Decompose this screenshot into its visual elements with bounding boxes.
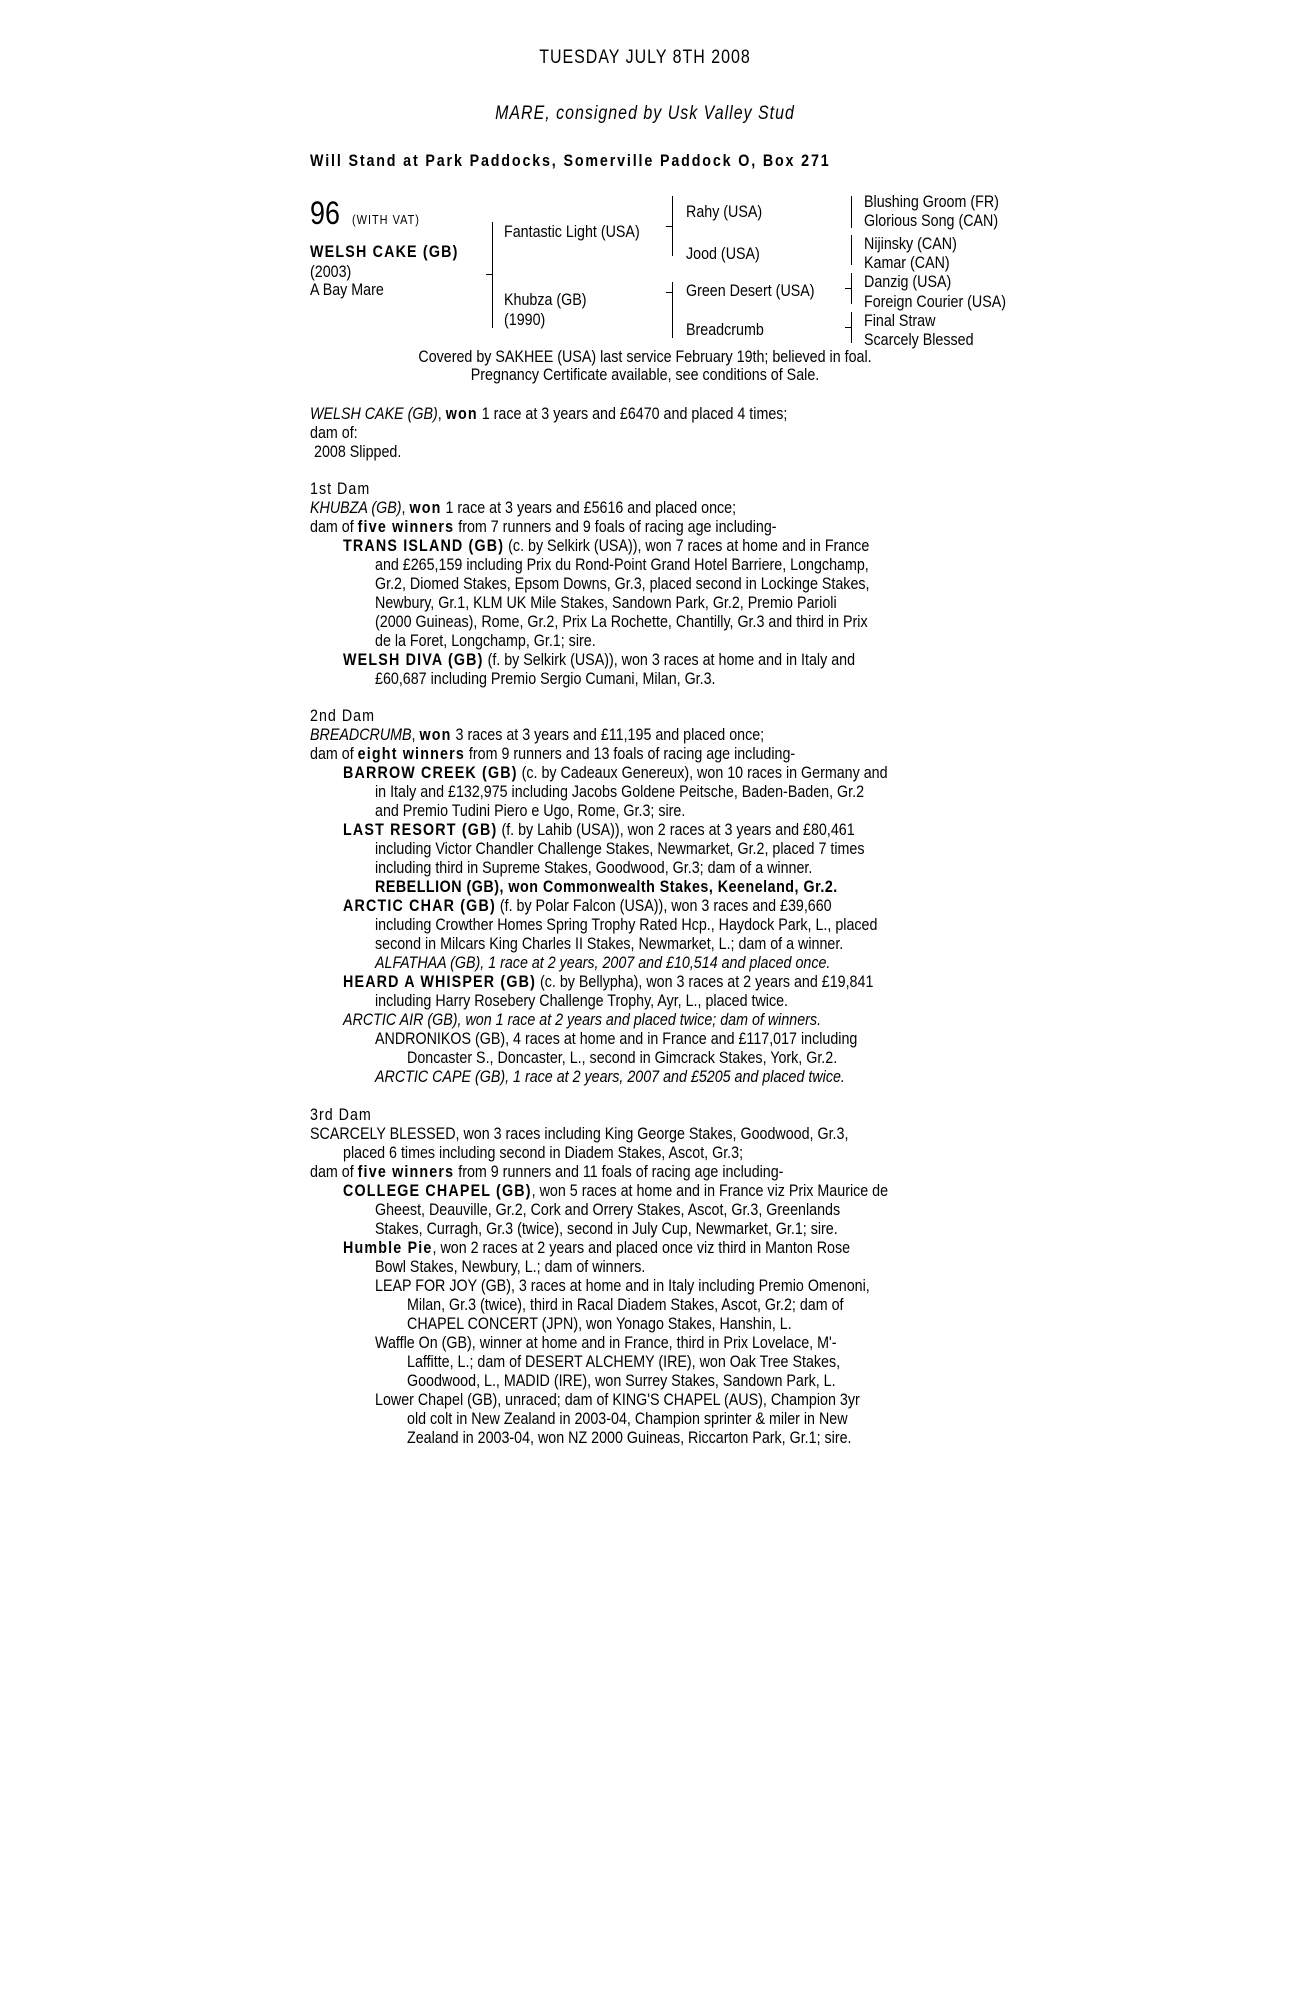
arctic-cape-line: ARCTIC CAPE (GB), 1 race at 2 years, 2007 and £5205 and placed twice. <box>375 1067 845 1086</box>
second-dam-dam-of: dam of eight winners from 9 runners and 13 foals of racing age including- <box>310 744 796 763</box>
pedigree-dam: Khubza (GB) <box>504 290 587 309</box>
pedigree-brace-sd <box>851 235 852 265</box>
pedigree-brace-main-tick <box>486 274 492 275</box>
pedigree-brace-sire-tick <box>666 226 672 227</box>
horse-year: (2003) <box>310 262 352 281</box>
pedigree-ddd: Scarcely Blessed <box>864 330 974 349</box>
waffle-on-line-1: Waffle On (GB), winner at home and in France, third in Prix Lovelace, M'- <box>375 1333 837 1352</box>
college-chapel-line-2: Gheest, Deauville, Gr.2, Cork and Orrery Stakes, Ascot, Gr.3, Greenlands <box>375 1200 841 1219</box>
third-dam-line-1: SCARCELY BLESSED, won 3 races including King George Stakes, Goodwood, Gr.3, <box>310 1124 849 1143</box>
welsh-diva-line-1: WELSH DIVA (GB) (f. by Selkirk (USA)), won 3 races at home and in Italy and <box>343 650 856 669</box>
humble-pie-line-2: Bowl Stakes, Newbury, L.; dam of winners. <box>375 1257 646 1276</box>
first-dam-line: KHUBZA (GB), won 1 race at 3 years and £5616 and placed once; <box>310 498 737 517</box>
last-resort-line-2: including Victor Chandler Challenge Stakes, Newmarket, Gr.2, placed 7 times <box>375 839 865 858</box>
barrow-creek-line-1: BARROW CREEK (GB) (c. by Cadeaux Genereux), won 10 races in Germany and <box>343 763 888 782</box>
waffle-on-line-2: Laffitte, L.; dam of DESERT ALCHEMY (IRE), won Oak Tree Stakes, <box>407 1352 841 1371</box>
covered-line: Covered by SAKHEE (USA) last service February 19th; believed in foal. <box>418 347 872 366</box>
pedigree-sds: Nijinsky (CAN) <box>864 234 957 253</box>
pedigree-dam-year: (1990) <box>504 310 546 329</box>
trans-island-line-3: Gr.2, Diomed Stakes, Epsom Downs, Gr.3, placed second in Lockinge Stakes, <box>375 574 870 593</box>
first-dam-heading: 1st Dam <box>310 479 371 498</box>
pedigree-brace-dam-tick <box>666 292 672 293</box>
pedigree-sss: Blushing Groom (FR) <box>864 192 999 211</box>
arctic-air-line: ARCTIC AIR (GB), won 1 race at 2 years and placed twice; dam of winners. <box>343 1010 822 1029</box>
third-dam-dam-of: dam of five winners from 9 runners and 11 foals of racing age including- <box>310 1162 784 1181</box>
leap-for-joy-line-1: LEAP FOR JOY (GB), 3 races at home and in Italy including Premio Omenoni, <box>375 1276 870 1295</box>
last-resort-line-3: including third in Supreme Stakes, Goodwood, Gr.3; dam of a winner. <box>375 858 813 877</box>
first-dam-dam-of: dam of five winners from 7 runners and 9 foals of racing age including- <box>310 517 777 536</box>
pedigree-sire-sire: Rahy (USA) <box>686 202 763 221</box>
pedigree-brace-main <box>492 222 493 328</box>
leap-for-joy-line-3: CHAPEL CONCERT (JPN), won Yonago Stakes, Hanshin, L. <box>407 1314 792 1333</box>
pregnancy-line: Pregnancy Certificate available, see conditions of Sale. <box>470 365 820 384</box>
vat-label: (WITH VAT) <box>352 212 420 227</box>
location-line: Will Stand at Park Paddocks, Somerville Paddock O, Box 271 <box>310 151 831 170</box>
barrow-creek-line-2: in Italy and £132,975 including Jacobs Goldene Peitsche, Baden-Baden, Gr.2 <box>375 782 865 801</box>
third-dam-line-2: placed 6 times including second in Diadem Stakes, Ascot, Gr.3; <box>343 1143 744 1162</box>
pedigree-dam-dam: Breadcrumb <box>686 320 764 339</box>
pedigree-sdd: Kamar (CAN) <box>864 253 950 272</box>
trans-island-line-5: (2000 Guineas), Rome, Gr.2, Prix La Rochette, Chantilly, Gr.3 and third in Prix <box>375 612 868 631</box>
arctic-char-line-3: second in Milcars King Charles II Stakes, Newmarket, L.; dam of a winner. <box>375 934 844 953</box>
pedigree-brace-ss <box>851 196 852 228</box>
pedigree-dds: Final Straw <box>864 311 936 330</box>
trans-island-line-2: and £265,159 including Prix du Rond-Point Grand Hotel Barriere, Longchamp, <box>375 555 869 574</box>
heard-a-whisper-line-2: including Harry Rosebery Challenge Trophy, Ayr, L., placed twice. <box>375 991 789 1010</box>
produce-slipped: 2008 Slipped. <box>314 442 402 461</box>
pedigree-dsd: Foreign Courier (USA) <box>864 292 1007 311</box>
pedigree-brace-sire <box>672 196 673 256</box>
andronikos-line-2: Doncaster S., Doncaster, L., second in Gimcrack Stakes, York, Gr.2. <box>407 1048 838 1067</box>
horse-name: WELSH CAKE (GB) <box>310 242 459 261</box>
pedigree-brace-ds-tick <box>845 288 851 289</box>
pedigree-sire: Fantastic Light (USA) <box>504 222 640 241</box>
pedigree-brace-dd <box>851 312 852 343</box>
pedigree-dam-sire: Green Desert (USA) <box>686 281 815 300</box>
lower-chapel-line-3: Zealand in 2003-04, won NZ 2000 Guineas, Riccarton Park, Gr.1; sire. <box>407 1428 852 1447</box>
trans-island-line-6: de la Foret, Longchamp, Gr.1; sire. <box>375 631 596 650</box>
alfathaa-line: ALFATHAA (GB), 1 race at 2 years, 2007 and £10,514 and placed once. <box>375 953 831 972</box>
consignor-line: MARE, consigned by Usk Valley Stud <box>495 103 795 124</box>
arctic-char-line-2: including Crowther Homes Spring Trophy Rated Hcp., Haydock Park, L., placed <box>375 915 878 934</box>
lower-chapel-line-2: old colt in New Zealand in 2003-04, Champion sprinter & miler in New <box>407 1409 848 1428</box>
horse-description: A Bay Mare <box>310 280 384 299</box>
leap-for-joy-line-2: Milan, Gr.3 (twice), third in Racal Diadem Stakes, Ascot, Gr.2; dam of <box>407 1295 844 1314</box>
pedigree-brace-ds <box>851 273 852 304</box>
pedigree-dss: Danzig (USA) <box>864 272 952 291</box>
welsh-diva-line-2: £60,687 including Premio Sergio Cumani, Milan, Gr.3. <box>375 669 716 688</box>
produce-dam-of: dam of: <box>310 423 358 442</box>
pedigree-brace-dam <box>672 282 673 338</box>
produce-line: WELSH CAKE (GB), won 1 race at 3 years and £6470 and placed 4 times; <box>310 404 788 423</box>
humble-pie-line-1: Humble Pie, won 2 races at 2 years and placed once viz third in Manton Rose <box>343 1238 851 1257</box>
arctic-char-line-1: ARCTIC CHAR (GB) (f. by Polar Falcon (USA)), won 3 races and £39,660 <box>343 896 832 915</box>
college-chapel-line-3: Stakes, Curragh, Gr.3 (twice), second in July Cup, Newmarket, Gr.1; sire. <box>375 1219 838 1238</box>
college-chapel-line-1: COLLEGE CHAPEL (GB), won 5 races at home and in France viz Prix Maurice de <box>343 1181 889 1200</box>
rebellion-line: REBELLION (GB), won Commonwealth Stakes, Keeneland, Gr.2. <box>375 877 838 896</box>
waffle-on-line-3: Goodwood, L., MADID (IRE), won Surrey Stakes, Sandown Park, L. <box>407 1371 836 1390</box>
lower-chapel-line-1: Lower Chapel (GB), unraced; dam of KING'S CHAPEL (AUS), Champion 3yr <box>375 1390 860 1409</box>
last-resort-line-1: LAST RESORT (GB) (f. by Lahib (USA)), won 2 races at 3 years and £80,461 <box>343 820 855 839</box>
third-dam-heading: 3rd Dam <box>310 1105 372 1124</box>
sale-date: TUESDAY JULY 8TH 2008 <box>539 47 751 68</box>
pedigree-brace-dd-tick <box>845 327 851 328</box>
pedigree-sire-dam: Jood (USA) <box>686 244 760 263</box>
second-dam-line: BREADCRUMB, won 3 races at 3 years and £11,195 and placed once; <box>310 725 765 744</box>
heard-a-whisper-line-1: HEARD A WHISPER (GB) (c. by Bellypha), won 3 races at 2 years and £19,841 <box>343 972 874 991</box>
barrow-creek-line-3: and Premio Tudini Piero e Ugo, Rome, Gr.3; sire. <box>375 801 686 820</box>
second-dam-heading: 2nd Dam <box>310 706 376 725</box>
trans-island-line-4: Newbury, Gr.1, KLM UK Mile Stakes, Sandown Park, Gr.2, Premio Parioli <box>375 593 837 612</box>
andronikos-line-1: ANDRONIKOS (GB), 4 races at home and in France and £117,017 including <box>375 1029 858 1048</box>
pedigree-ssd: Glorious Song (CAN) <box>864 211 999 230</box>
trans-island-line-1: TRANS ISLAND (GB) (c. by Selkirk (USA)), won 7 races at home and in France <box>343 536 870 555</box>
lot-number: 96 <box>310 195 340 231</box>
